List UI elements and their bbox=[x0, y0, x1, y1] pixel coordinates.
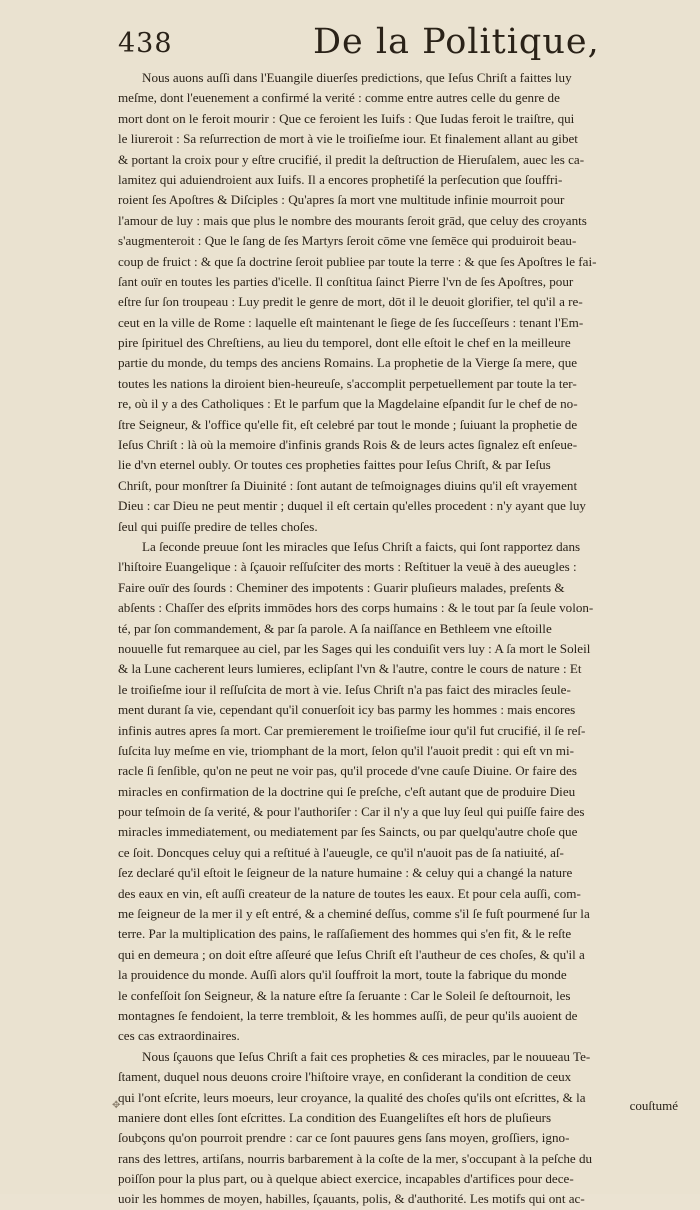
body-text bbox=[118, 68, 674, 1210]
text-line: ce ſoit. Doncques celuy qui a reſtitué à l'aueugle, ce qu'il n'auoit pas de ſa natiuité, aſ- bbox=[118, 844, 564, 860]
text-line: Nous auons auſſi dans l'Euangile diuerſes predictions, que Ieſus Chriſt a faittes luy bbox=[142, 70, 572, 85]
text-line: l'hiſtoire Euangelique : à ſçauoir reſſuſciter des morts : Reſtituer la veuë à des aueugles : bbox=[118, 559, 577, 575]
text-line: & portant la croix pour y eſtre crucifié, il predit la deſtruction de Hieruſalem, auec les ca- bbox=[118, 151, 585, 167]
text-line: ſeul qui puiſſe predire de telles choſes. bbox=[118, 518, 318, 534]
running-title: De la Politique, bbox=[313, 22, 600, 62]
text-line: me ſeigneur de la mer il y eſt entré, & a cheminé deſſus, comme s'il ſe fuſt pourmené ſur la bbox=[118, 906, 590, 922]
text-line: qui l'ont eſcrite, leurs moeurs, leur croyance, la qualité des choſes qu'ils ont eſcrittes, & la bbox=[118, 1089, 586, 1105]
text-line: coup de fruict : & que ſa doctrine ſeroit publiee par toute la terre : & que ſes Apoſtres le fai- bbox=[118, 253, 597, 269]
text-line: ment durant ſa vie, cependant qu'il conuerſoit icy bas parmy les hommes : mais encores bbox=[118, 702, 576, 718]
text-line: poiſſon pour la plus part, ou à quelque abiect exercice, incapables d'artifices pour dece- bbox=[118, 1171, 574, 1187]
text-line: l'amour de luy : mais que plus le nombre des mourants ſeroit grād, que celuy des croyants bbox=[118, 212, 587, 228]
text-line: miracles immediatement, ou mediatement par ſes Saincts, ou par quelqu'autre choſe que bbox=[118, 824, 578, 840]
page-number: 438 bbox=[118, 28, 173, 59]
text-line: qui en demeura ; on doit eſtre aſſeuré que Ieſus Chriſt eſt l'autheur de ces choſes, & qu'il a bbox=[118, 946, 585, 962]
text-line: té, par ſon commandement, & par ſa parole. A ſa naiſſance en Bethleem vne eſtoille bbox=[118, 620, 552, 636]
text-line: roient ſes Apoſtres & Diſciples : Qu'apres ſa mort vne multitude infinie mourroit pour bbox=[118, 192, 565, 208]
text-line: ceut en la ville de Rome : laquelle eſt maintenant le ſiege de ſes ſucceſſeurs : tenant l'Em- bbox=[118, 314, 584, 330]
text-line: ces cas extraordinaires. bbox=[118, 1028, 240, 1044]
text-line: toutes les nations la diroient bien-heureuſe, s'accomplit perpetuellement par toute la ter- bbox=[118, 375, 577, 391]
text-line: abſents : Chaſſer des eſprits immōdes hors des corps humains : & le tout par ſa ſeule volon- bbox=[118, 600, 594, 616]
text-line: rans des lettres, artiſans, nourris barbarement à la coſte de la mer, s'occupant à la peſche du bbox=[118, 1150, 593, 1166]
text-line: Ieſus Chriſt : là où la memoire d'infinis grands Rois & de leurs actes ſignalez eſt enſeue- bbox=[118, 437, 578, 453]
text-line: ſuſcita luy meſme en vie, triomphant de la mort, ſelon qu'il l'auoit predit : qui eſt vn mi- bbox=[118, 742, 574, 758]
text-line: eſtre ſur ſon troupeau : Luy predit le genre de mort, dōt il le deuoit glorifier, tel qu'il a re- bbox=[118, 294, 583, 310]
text-line: maniere dont elles ſont eſcrittes. La condition des Euangeliſtes eſt hors de pluſieurs bbox=[118, 1109, 552, 1125]
text-line: terre. Par la multiplication des pains, le raſſaſiement des hommes qui s'en fit, & le reſte bbox=[118, 926, 572, 942]
text-line: lamitez qui aduiendroient aux Iuifs. Il a encores prophetiſé la perſecution que ſouffri- bbox=[118, 171, 563, 187]
catchword: couſtumé bbox=[629, 1098, 678, 1113]
page-header bbox=[118, 22, 674, 68]
text-line: ſez declaré qu'il eſtoit le ſeigneur de la nature humaine : & celuy qui a changé la nature bbox=[118, 865, 573, 881]
text-line: uoir les hommes de moyen, habilles, ſçauants, polis, & d'authorité. Les motifs qui ont ac- bbox=[118, 1191, 585, 1207]
text-line: ſoubçons qu'on pourroit prendre : car ce ſont pauures gens ſans moyen, groſſiers, igno- bbox=[118, 1130, 570, 1146]
text-line: racle ſi ſenſible, qu'on ne peut ne voir pas, qu'il procede d'vne cauſe Diuine. Or faire des bbox=[118, 763, 578, 779]
text-line: s'augmenteroit : Que le ſang de ſes Martyrs ſeroit cōme vne ſemēce qui produiroit beau- bbox=[118, 233, 577, 249]
text-line: ſant ouïr en toutes les parties d'icelle. Il conſtitua ſainct Pierre l'vn de ſes Apoſtres, pour bbox=[118, 273, 574, 289]
text-line: des eaux en vin, eſt auſſi createur de la nature de toutes les eaux. Et pour cela auſſi, com- bbox=[118, 885, 581, 901]
text-line: partie du monde, du temps des anciens Romains. La prophetie de la Vierge ſa mere, que bbox=[118, 355, 578, 371]
text-line: le liureroit : Sa reſurrection de mort à vie le troiſieſme iour. Et finalement allant au gibet bbox=[118, 131, 578, 147]
text-line: ſtament, duquel nous deuons croire l'hiſtoire vraye, en conſiderant la condition de ceux bbox=[118, 1069, 572, 1085]
text-line: Nous ſçauons que Ieſus Chriſt a fait ces propheties & ces miracles, par le nouueau Te- bbox=[142, 1048, 591, 1064]
text-line: re, où il y a des Catholiques : Et le parfum que la Magdelaine eſpandit ſur le chef de no- bbox=[118, 396, 578, 412]
text-line: la prouidence du monde. Auſſi alors qu'il ſouffroit la mort, toute la fabrique du monde bbox=[118, 967, 567, 983]
text-line: montagnes ſe fendoient, la terre trembloit, & les hommes auſſi, de peur qu'ils auoient de bbox=[118, 1007, 578, 1023]
text-line: lie d'vn eternel oubly. Or toutes ces propheties faittes pour Ieſus Chriſt, & par Ieſus bbox=[118, 457, 551, 473]
text-line: ſtre Seigneur, & l'office qu'elle fit, eſt celebré par tout le monde ; ſuiuant la prophetie de bbox=[118, 416, 578, 432]
text-line: & la Lune cacherent leurs lumieres, eclipſant l'vn & l'autre, contre le cours de nature : Et bbox=[118, 661, 582, 677]
text-line: pire ſpirituel des Chreſtiens, au lieu du temporel, dont elle eſtoit le chef en la meilleure bbox=[118, 335, 571, 351]
text-line: Faire ouïr des ſourds : Cheminer des impotents : Guarir pluſieurs malades, preſents & bbox=[118, 579, 565, 595]
text-line: pour teſmoin de ſa verité, & pour l'authoriſer : Car il n'y a que luy ſeul qui puiſſe faire des bbox=[118, 804, 585, 820]
text-line: le confeſſoit ſon Seigneur, & la nature eſtre ſa ſeruante : Car le Soleil ſe deſtournoit, les bbox=[118, 987, 571, 1003]
text-line: le troiſieſme iour il reſſuſcita de mort à vie. Ieſus Chriſt n'a pas faict des miracles ſeule- bbox=[118, 681, 571, 697]
text-line: Chriſt, pour monſtrer ſa Diuinité : ſont autant de teſmoignages diuins qu'il eſt vrayement bbox=[118, 477, 578, 493]
text-line: Dieu : car Dieu ne peut mentir ; duquel il eſt certain qu'elles procedent : n'y ayant que luy bbox=[118, 498, 586, 514]
text-line: infinis autres apres ſa mort. Car premierement le troiſieſme iour qu'il fut crucifié, il ſe reſ- bbox=[118, 722, 586, 738]
text-line: miracles en confirmation de la doctrine qui ſe preſche, c'eſt autant que de produire Dieu bbox=[118, 783, 576, 799]
text-line: meſme, dont l'euenement a confirmé la verité : comme entre autres celle du genre de bbox=[118, 90, 560, 106]
text-line: mort dont on le feroit mourir : Que ce feroient les Iuifs : Que Iudas feroit le traiſtre, qui bbox=[118, 110, 575, 126]
ornament-mark: ✥ bbox=[112, 1100, 121, 1111]
text-line: nouuelle fut remarquee au ciel, par les Sages qui les conduiſit vers luy : A ſa mort le Soleil bbox=[118, 640, 591, 656]
text-line: La ſeconde preuue ſont les miracles que Ieſus Chriſt a faicts, qui ſont rapportez dans bbox=[142, 538, 581, 554]
